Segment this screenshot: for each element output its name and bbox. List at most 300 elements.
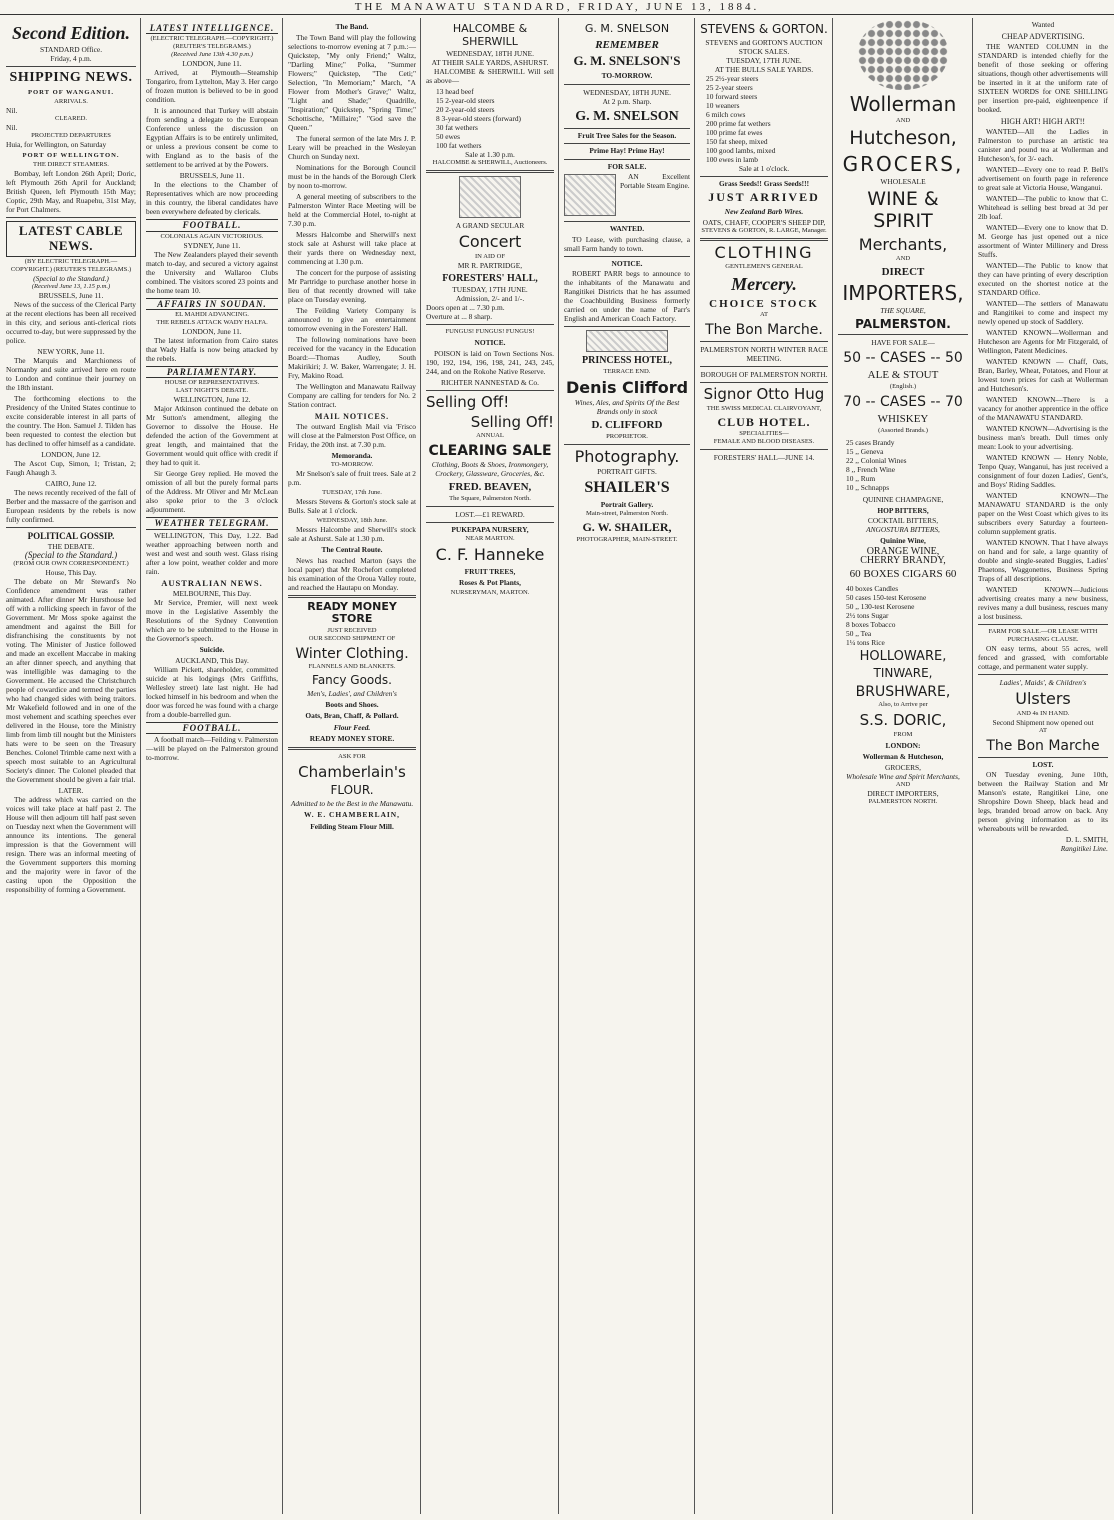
subheading: LATER. [58, 786, 84, 795]
ad-heading: G. M. SNELSON [575, 108, 679, 124]
ad-line: OATS, CHAFF, COOPER'S SHEEP DIP, [702, 217, 826, 227]
ad-heading: SHAILER'S [584, 479, 670, 497]
paragraph: The Marquis and Marchioness of Normanby and suite arrived here en route to London and continue their journey on the 18th instant. [6, 355, 136, 392]
text-line: Nil. [6, 105, 18, 115]
ad-line: NEAR MARTON. [465, 535, 515, 543]
dateline: TO-MORROW. [330, 461, 374, 469]
column-3 [284, 18, 420, 1514]
ad-line: PORTRAIT GIFTS. [597, 467, 657, 477]
ad-heading: READY MONEY STORE. [309, 734, 395, 744]
paragraph: Mr Service, Premier, will next week move in the Legislative Assembly the Resolutions of the Sydney Convention which are to be submitted to the House in the Governor's speech. [146, 598, 278, 644]
divider [6, 527, 136, 528]
paragraph: A general meeting of subscribers to the Palmerston Winter Race Meeting will be held at the Commercial Hotel, to-night at 7.30 p.m. [288, 191, 416, 228]
byline: (Special to the Standard.) [24, 550, 118, 560]
text-line: Nil. [6, 122, 18, 132]
ad-heading: D. CLIFFORD [591, 419, 663, 432]
section-heading: The Band. [335, 22, 369, 31]
dateline: WELLINGTON, June 12. [173, 395, 251, 405]
divider [700, 238, 828, 241]
ad-line: PHOTOGRAPHER, MAIN-STREET. [576, 536, 678, 544]
paragraph: WANTED—Every one to read P. Bell's advertisement on fourth page in reference to great sale at Victoria House, Wanganui. [978, 165, 1108, 193]
ad-line: ORANGE WINE, [866, 545, 940, 557]
ad-heading: Flour Feed. [333, 722, 371, 732]
paragraph: The outward English Mail via 'Frisco will close at the Palmerston Post Office, on Friday, the 20th inst. at 7.30 p.m. [288, 421, 416, 449]
paragraph: Bombay, left London 26th April; Doric, left Plymouth 26th April for Auckland; British Queen, left Plymouth 15th May; Coptic, 29th May, and Ruapehu, 31st May, for Port Chalmers. [6, 168, 136, 214]
ad-heading: Mercery. [731, 274, 797, 295]
subheading: LAST NIGHT'S DEBATE. [176, 387, 248, 395]
ad-heading: REMEMBER [595, 38, 659, 51]
ad-heading: 50 -- CASES -- 50 [843, 350, 963, 367]
section-heading: POLITICAL GOSSIP. [27, 530, 115, 541]
section-heading: CHEAP ADVERTISING. [1001, 32, 1085, 41]
divider [978, 674, 1108, 675]
ad-heading: Photography. [574, 446, 680, 466]
divider [978, 757, 1108, 758]
divider [700, 382, 828, 383]
ad-heading: G. W. SHAILER, [582, 520, 672, 535]
ad-line: TUESDAY, 17TH JUNE. [452, 285, 528, 295]
column-rule [140, 18, 141, 1514]
ad-line: AT THEIR SALE YARDS, ASHURST. [431, 58, 549, 68]
ad-heading: CLEARING SALE [428, 443, 552, 460]
ad-heading: PALMERSTON. [855, 316, 951, 331]
ad-line: AT THE BULLS SALE YARDS. [714, 64, 814, 74]
paragraph: The concert for the purpose of assisting Mr Partridge to purchase another horse in lieu of that recently drowned will take place on Tuesday evening. [288, 267, 416, 304]
concert-illustration [459, 176, 521, 218]
ad-heading: Feilding Steam Flour Mill. [310, 821, 394, 831]
paragraph: WANTED KNOWN—There is a vacancy for another apprentice in the office of the MANAWATU STANDARD. [978, 395, 1108, 423]
signature-line: D. L. SMITH, [1065, 835, 1108, 845]
paragraph: WANTED—The Public to know that they can have printing of every description executed on the shortest notice at the STANDARD Office. [978, 261, 1108, 298]
ad-line: AND 4s IN HAND. [1016, 709, 1070, 717]
dateline: BRUSSELS, June 11. [179, 171, 245, 181]
ad-heading: S.S. DORIC, [859, 711, 947, 730]
ad-line: (English.) [889, 383, 917, 391]
ad-heading: PRINCESS HOTEL, [581, 355, 673, 367]
ad-line: CHERRY BRANDY, [860, 554, 946, 566]
section-heading: FOOTBALL. [146, 219, 278, 231]
subheading: HOUSE OF REPRESENTATIVES. [164, 379, 260, 387]
column-rule [282, 18, 283, 1514]
divider [564, 221, 690, 222]
ad-line: IN AID OF [474, 252, 506, 260]
ad-line: Sale at 1 o'clock. [738, 163, 790, 173]
ad-line: A GRAND SECULAR [455, 221, 525, 231]
ad-line: The Square, Palmerston North. [449, 494, 531, 502]
ad-heading: 70 -- CASES -- 70 [843, 394, 963, 411]
paragraph: In the elections to the Chamber of Representatives which are now proceeding in this country, the liberal candidates have been everywhere defeated by clericals. [146, 180, 278, 217]
ad-line: PALMERSTON NORTH. [868, 797, 938, 805]
ad-heading: The Bon Marche. [705, 322, 823, 339]
ad-line: At 2 p.m. Sharp. [602, 96, 652, 106]
ad-line: GROCERS, [885, 762, 921, 772]
signature-line: Rangitikei Line. [1060, 844, 1108, 854]
dateline: TUESDAY, 17th June. [322, 489, 382, 497]
ad-heading: CLUB HOTEL. [717, 414, 811, 429]
divider [700, 366, 828, 367]
ad-line: WEDNESDAY, 18TH JUNE. [446, 49, 534, 59]
paragraph: Arrived, at Plymouth—Steamship Tongariro, from Lyttelton, May 3. Her cargo of frozen mutton is believed to be in good condition. [146, 68, 278, 105]
ad-heading: Fancy Goods. [312, 673, 392, 688]
ad-heading: Fruit Tree Sales for the Season. [577, 130, 677, 140]
ad-heading: Quinine Wine, [880, 536, 926, 546]
divider [978, 624, 1108, 625]
ad-heading: DIRECT [881, 265, 925, 278]
subheading: COLONIALS AGAIN VICTORIOUS. [160, 232, 264, 240]
ad-heading: Roses & Pot Plants, [459, 578, 521, 588]
ad-heading: Merchants, [858, 234, 948, 254]
ad-line: Second Shipment now opened out [992, 717, 1094, 727]
ad-line: BOROUGH OF PALMERSTON NORTH. [700, 370, 828, 380]
paragraph: It is announced that Turkey will abstain from sending a delegate to the European Conference unless the discussion on Egyptian Affairs is to be entirely unlimited, or unless a previous consent be come to with England as to the basis of the settlement to be arrived at by the Powers. [146, 106, 278, 170]
column-7 [834, 18, 972, 1514]
section-heading: PARLIAMENTARY. [146, 366, 278, 378]
ad-heading: Boots and Shoes. [325, 699, 379, 709]
ad-heading: Denis Clifford [565, 377, 689, 397]
ad-heading: Signor Otto Hug [703, 385, 825, 404]
subheading: EL MAHDI ADVANCING. [175, 311, 249, 319]
subheading: CLEARED. [54, 114, 88, 122]
dateline: CAIRO, June 12. [45, 478, 97, 488]
paragraph: The following nominations have been received for the vacancy in the Education Board:—Thomas Audley, South Makirikiri; J. W. Baker, Warrengate; J. H. Fry, Makino Road. [288, 334, 416, 380]
paragraph: Messrs Halcombe and Sherwill's stock sale at Ashurst. Sale at 1.30 p.m. [288, 525, 416, 544]
ad-line: Admission, 2/- and 1/-. [455, 294, 525, 304]
byline: (Received June 13, 1.15 p.m.) [31, 282, 111, 290]
ad-heading: LONDON: [885, 740, 921, 750]
divider [564, 128, 690, 129]
ad-heading: Concert [458, 232, 522, 252]
ad-line: AND [895, 254, 911, 262]
paragraph: WANTED KNOWN — Henry Noble, Tenpo Quay, Wanganui, has just received a consignment of four dozen Ladies', Gent's, and Boys' Riding Saddles. [978, 453, 1108, 490]
subheading: ARRIVALS. [54, 97, 88, 105]
paragraph: THE WANTED COLUMN in the STANDARD is intended chiefly for the benefit of those seeking or offering situations, though other advertisements will be inserted in it at the uniform rate of SIXTEEN WORDS for ONE SHILLING per insertion pre-paid, eighteenpence if booked. [978, 42, 1108, 115]
ad-heading: FORESTERS' HALL, [442, 272, 538, 284]
paragraph: POISON is laid on Town Sections Nos. 190, 192, 194, 196, 198, 241, 243, 245, 244, and on the Rokohe Native Reserve. [426, 348, 554, 376]
byline: (Received June 13th 4.30 p.m.) [171, 51, 253, 59]
ad-heading: JUST ARRIVED [708, 190, 820, 205]
ad-heading: ALE & STOUT [867, 369, 939, 382]
paragraph: WANTED—The settlers of Manawatu and Rangitikei to come and inspect my newly opened up stock of Saddlery. [978, 299, 1108, 327]
ad-line: GENTLEMEN'S GENERAL [725, 263, 803, 271]
dateline: LONDON, June 11. [182, 327, 242, 337]
ad-line: THE SQUARE, [880, 305, 926, 315]
ad-heading: C. F. Hanneke [435, 545, 545, 565]
ad-heading: Selling Off! [426, 392, 510, 411]
ad-line: OUR SECOND SHIPMENT OF [308, 635, 396, 643]
ad-heading: HOP BITTERS, [877, 505, 929, 515]
subheading: THE REBELS ATTACK WADY HALFA. [156, 319, 268, 327]
ad-line: (Assorted Brands.) [878, 426, 928, 434]
section-heading: Suicide. [199, 645, 225, 655]
section-heading: HIGH ART! HIGH ART!! [1000, 117, 1086, 127]
ad-heading: Ulsters [1015, 689, 1071, 709]
section-heading: The Central Route. [321, 545, 383, 555]
ad-line: Wholesale Wine and Spirit Merchants, [846, 771, 960, 781]
ad-heading: Prime Hay! Prime Hay! [589, 146, 665, 156]
ad-line: AND [895, 780, 911, 788]
ad-line: PROPRIETOR. [606, 432, 648, 440]
ad-line: Also, to Arrive per [878, 701, 928, 709]
column-1 [2, 18, 140, 1514]
column-5 [560, 18, 694, 1514]
ad-line: ASK FOR [338, 752, 366, 760]
byline: (FROM OUR OWN CORRESPONDENT.) [13, 560, 129, 567]
paragraph: The New Zealanders played their seventh match to-day, and secured a victory against the University and Wallaroo Clubs combined. The visitors scored 23 points and the home team 10. [146, 249, 278, 295]
ad-line: HAVE FOR SALE— [871, 338, 935, 348]
paragraph: Messrs Stevens & Gorton's stock sale at Bulls. Sale at 1 o'clock. [288, 497, 416, 516]
ad-line: NURSERYMAN, MARTON. [450, 588, 530, 596]
section-heading: Memoranda. [331, 450, 373, 460]
ad-line: FUNGUS! FUNGUS! FUNGUS! [445, 328, 535, 336]
ad-line: RICHTER NANNESTAD & Co. [441, 377, 539, 387]
paragraph: The Town Band will play the following selections to-morrow evening at 7 p.m.:—Quickstep, "My only Friend;" Waltz, "Darling Mine;" Polka, "Summer Flowers;" Quickstep, "The Ceti;" Selection, "In Memoriam;" March, "A Flower from Mother's Grave;" Waltz, "Light and Shade;" Quadrille, "Inspiration;" Quickstep, "Spring Time;" Schottische, "Millaire;" "God save the Queen." [288, 32, 416, 132]
engine-illustration [564, 174, 616, 216]
ad-heading: WHISKEY [877, 413, 929, 426]
paragraph: Sir George Grey replied. He moved the omission of all but the purely formal parts of the Address. Mr Oliver and Mr McLean also spoke prior to the 3 o'clock adjournment. [146, 469, 278, 515]
ad-heading: 60 BOXES CIGARS 60 [849, 567, 957, 580]
section-heading: FOOTBALL. [146, 722, 278, 734]
dateline: LONDON, June 12. [41, 449, 101, 459]
dateline: AUCKLAND, This Day. [175, 656, 249, 665]
ad-heading: NOTICE. [474, 338, 506, 348]
paragraph: AN Excellent Portable Steam Engine. [620, 172, 690, 191]
ad-heading: IMPORTERS, [842, 280, 964, 305]
paragraph: WANTED KNOWN—Advertising is the business man's breath. Dull times only mean: Look to your advertising. [978, 424, 1108, 452]
paragraph: WANTED KNOWN—Wollerman and Hutcheson are Agents for Mr Fitzgerald, of Wellington, Patent Medicines. [978, 328, 1108, 356]
paragraph: Major Atkinson continued the debate on Mr Sutton's amendment, alleging the Governor to dissolve the House. He defended the action of the Government at great length, and maintained that the Government would quit office with credit if they had to quit it. [146, 404, 278, 468]
ad-heading: Oats, Bran, Chaff, & Pollard. [305, 711, 399, 721]
ad-heading: Grass Seeds!! Grass Seeds!!! [718, 178, 810, 188]
divider [564, 256, 690, 257]
divider [700, 176, 828, 177]
ad-line: FEMALE AND BLOOD DISEASES. [713, 438, 815, 446]
ad-line: AND [895, 117, 911, 124]
ad-heading: Portrait Gallery. [600, 499, 654, 509]
ad-line: Main-street, Palmerston North. [585, 510, 669, 518]
paragraph: Mr Snelson's sale of fruit trees. Sale at 2 p.m. [288, 469, 416, 488]
ad-line: QUININE CHAMPAGNE, [862, 494, 944, 504]
ad-heading: Winter Clothing. [295, 646, 409, 663]
ad-heading: CHOICE STOCK [709, 297, 819, 310]
ad-line: Sale at 1.30 p.m. [465, 150, 515, 160]
column-rule [832, 18, 833, 1514]
text-line: Huia, for Wellington, on Saturday [6, 139, 107, 149]
divider [426, 170, 554, 173]
dateline: NEW YORK, June 11. [37, 346, 105, 356]
ad-line: HALCOMBE & SHERWILL, Auctioneers. [432, 159, 548, 167]
ad-line: FORESTERS' HALL—JUNE 14. [713, 453, 815, 463]
ad-heading: FRED. BEAVEN, [448, 481, 532, 494]
ad-line: TUESDAY, 17TH JUNE. [726, 55, 802, 65]
stock-list: 40 boxes Candles 50 cases 150-test Kerosene 50 ,, 130-test Kerosene 2½ tons Sugar 8 boxes Tobacco 50 ,, Tea 1¼ tons Rice [846, 583, 927, 647]
ad-heading: G. M. SNELSON'S [573, 53, 681, 69]
ad-line: Men's, Ladies', and Children's [307, 688, 397, 698]
dateline: BRUSSELS, June 11. [38, 290, 104, 300]
ad-line: FLANNELS AND BLANKETS. [308, 663, 396, 671]
divider [564, 326, 690, 327]
divider [700, 341, 828, 342]
section-heading: LATEST INTELLIGENCE. [146, 23, 278, 34]
ad-heading: STEVENS & GORTON. [700, 22, 828, 36]
paragraph: The news recently received of the fall of Berber and the massacre of the garrison and European residents by the rebels is now fully confirmed. [6, 487, 136, 524]
ad-line: COCKTAIL BITTERS, [867, 516, 939, 526]
divider [426, 522, 554, 523]
edition-heading: Second Edition. [11, 23, 131, 43]
ad-heading: HOLLOWARE, [859, 648, 947, 664]
paragraph: HALCOMBE & SHERWILL Will sell as above— [426, 67, 554, 86]
paragraph: TO Lease, with purchasing clause, a small Farm handy to town. [564, 234, 690, 253]
masthead: THE MANAWATU STANDARD, FRIDAY, JUNE 13, 1884. [0, 0, 1114, 15]
paragraph: The address which was carried on the voices will take place at half past 2. The House will then adjourn till half past seven on Tuesday next when the Government will announce its intentions. The general impression is that the Government will resign. There was an informal meeting of the Government supporters this morning and the majority were in favor of the casting upon the Opposition the responsibility of forming a Government. [6, 795, 136, 894]
ad-line: Wines, Ales, and Spirits Of the Best Brands only in stock [574, 398, 680, 417]
paragraph: The Ascot Cup, Simon, 1; Tristan, 2; Faugh Ahaugh 3. [6, 458, 136, 477]
ad-heading: Hutcheson, [849, 127, 957, 149]
paragraph: The debate on Mr Steward's No Confidence amendment was rather animated. After dinner Mr Hursthouse led off with a rollicking speech in favor of the Government. Mr Moss spoke against the amendment and against the Bill for disfranchising the constituents by not voting. The Minister of Justice followed and made an excellent Maccabe in making an after dinner speech, and anything that was intelligible was damaging to the Government. He accused the Christchurch people of cowardice and termed the parties who had changed sides with being traitors. Mr Wakefield followed and in one of the most vehement and scathing speeches ever delivered in the House, tore the Ministry limb from limb till nought but the Ministers hats were to be seen on the Treasury Benches. Colonel Trimble came next with a speech most suitable to an Agricultural Society's dinner. The Colonel pleaded that the Government should be given a fair trial. [6, 577, 136, 784]
divider [700, 449, 828, 450]
ad-heading: TINWARE, [873, 666, 933, 681]
ad-heading: FLOUR. [330, 783, 374, 798]
ad-heading: Chamberlain's [298, 762, 406, 781]
ad-heading: CLOTHING [714, 242, 814, 262]
dateline: SYDNEY, June 11. [183, 240, 241, 250]
ad-line: Ladies', Maids', & Children's [999, 678, 1087, 688]
paragraph: WANTED—The public to know that C. Whitehead is selling best bread at 3d per 2lb loaf. [978, 194, 1108, 222]
subheading: PROJECTED DEPARTURES [31, 131, 111, 139]
ad-line: THE SWISS MEDICAL CLAIRVOYANT, [706, 404, 822, 412]
ad-heading: BRUSHWARE, [855, 684, 951, 701]
ad-line: JUST RECEIVED [327, 627, 377, 635]
paragraph: WANTED—Every one to know that D. M. George has just opened out a nice assortment of Winter Millinery and Dress Stuffs. [978, 223, 1108, 260]
ad-heading: WANTED. [609, 224, 645, 234]
divider [426, 390, 554, 391]
column-rule [420, 18, 421, 1514]
divider [426, 324, 554, 325]
ad-heading: Wollerman [849, 92, 957, 116]
section-heading: AUSTRALIAN NEWS. [161, 577, 263, 588]
ad-heading: Wollerman & Hutcheson, [862, 752, 944, 762]
paragraph: The Wellington and Manawatu Railway Company are calling for tenders for No. 2 Station contract. [288, 381, 416, 409]
paragraph: Nominations for the Borough Council must be in the hands of the Borough Clerk by noon to-morrow. [288, 162, 416, 190]
ad-heading: LOST. [1032, 759, 1054, 769]
ad-heading: PUKEPAPA NURSERY, [451, 524, 529, 534]
paragraph: WANTED—All the Ladies in Palmerston to purchase an artistic tea canister and pound tea at Wollerman and Hutcheson's, for 3/- each. [978, 127, 1108, 164]
paragraph: ON Tuesday evening, June 10th, between the Railway Station and Mr Manson's estate, Rangitikei Line, one Shropshire Down Sheep, black head and legs, branded broad arrow on back. Any person giving information as to its whereabouts will be rewarded. [978, 770, 1108, 834]
paragraph: The latest information from Cairo states that Wady Halfa is now being attacked by the rebels. [146, 336, 278, 364]
dateline: House, This Day. [45, 568, 97, 577]
ad-heading: Selling Off! [470, 412, 554, 431]
stock-list: 25 2½-year steers 25 2-year steers 10 forward steers 10 weaners 6 milch cows 200 prime fat wethers 100 prime fat ewes 150 fat sheep, mixed 100 good lambs, mixed 100 ewes in lamb [706, 73, 776, 164]
paragraph: A football match—Feilding v. Palmerston—will be played on the Palmerston ground to-morrow. [146, 735, 278, 763]
subheading: THE DIRECT STEAMERS. [33, 160, 109, 168]
grapes-illustration [858, 20, 948, 90]
office-line: STANDARD Office. [39, 44, 103, 54]
ad-line: PALMERSTON NORTH WINTER RACE MEETING. [700, 345, 828, 364]
paragraph: Messrs Halcombe and Sherwill's next stock sale at Ashurst will take place at their yards there on Wednesday next, commencing at 1.30 p.m. [288, 229, 416, 266]
ad-line: ANGOSTURA BITTERS, [866, 525, 940, 535]
divider [564, 159, 690, 160]
stock-list: 25 cases Brandy 15 ,, Geneva 22 ,, Colonial Wines 8 ,, French Wine 10 ,, Rum 10 ,, Schnapps [846, 437, 907, 492]
ad-heading: GROCERS, [842, 151, 964, 176]
section-heading: AFFAIRS IN SOUDAN. [146, 298, 278, 310]
column-6 [696, 18, 832, 1514]
hotel-ornament [586, 330, 668, 352]
paragraph: News of the success of the Clerical Party at the recent elections has been all received in this city, and serious anti-clerical riots occurred to-day, but were suppressed by the police. [6, 299, 136, 345]
divider [564, 143, 690, 144]
byline: (ELECTRIC TELEGRAPH.—COPYRIGHT.) (REUTER'S TELEGRAMS.) [150, 35, 274, 51]
ad-line: MR R. PARTRIDGE, [457, 260, 523, 270]
cable-heading: LATEST CABLE NEWS. [6, 221, 136, 257]
column-rule [558, 18, 559, 1514]
column-8 [974, 18, 1112, 1514]
section-heading: MAIL NOTICES. [314, 411, 390, 421]
paragraph: WANTED KNOWN—The MANAWATU STANDARD is the only paper on the West Coast which gives to its subscribers every Saturday a fourteen-column supplement gratis. [978, 491, 1108, 537]
ad-line: LOST.—£1 REWARD. [455, 509, 525, 519]
ad-heading: The Bon Marche [986, 737, 1100, 754]
subheading: THE DEBATE. [47, 542, 95, 551]
divider [564, 84, 690, 85]
section-heading: WEATHER TELEGRAM. [146, 517, 278, 529]
paragraph: William Pickett, shareholder, committed suicide at his lodgings (Mrs Griffiths, Wellesley street) late last night. He had locked himself in his bedroom and when the door was forced he was found with a charge from a double-barrelled gun. [146, 665, 278, 719]
divider [426, 506, 554, 507]
ad-line: ANNUAL [476, 432, 504, 440]
ad-heading: New Zealand Barb Wires. [724, 207, 804, 217]
byline: (BY ELECTRIC TELEGRAPH.—COPYRIGHT.) (REUTER'S TELEGRAMS.) [10, 257, 132, 273]
ad-line: AT [1038, 726, 1048, 734]
column-rule [972, 18, 973, 1514]
divider [564, 444, 690, 445]
ad-line: FROM [893, 730, 913, 738]
ad-line: STEVENS & GORTON, R. LARGE, Manager. [701, 226, 827, 234]
ad-line: Admitted to be the Best in the Manawatu. [290, 799, 414, 809]
ad-line: DIRECT IMPORTERS, [867, 788, 939, 798]
ad-line: Clothing, Boots & Shoes, Ironmongery, Crockery, Glassware, Groceries, &c. [431, 460, 549, 479]
paragraph: The Feilding Variety Company is announced to give an entertainment tomorrow evening in the Foresters' Hall. [288, 305, 416, 333]
byline: (Special to the Standard.) [33, 273, 109, 283]
paragraph: The funeral sermon of the late Mrs J. P. Leary will be preached in the Wesleyan Church on Sunday next. [288, 133, 416, 161]
divider [288, 595, 416, 598]
ad-heading: FRUIT TREES, [464, 566, 516, 576]
ad-heading: W. E. CHAMBERLAIN, [304, 810, 400, 820]
divider [6, 66, 136, 67]
dateline: MELBOURNE, This Day. [172, 589, 252, 599]
ad-line: Doors open at ... 7.30 p.m. [426, 303, 505, 313]
ad-heading: G. M. SNELSON [584, 22, 670, 35]
divider [6, 217, 136, 218]
column-4 [422, 18, 558, 1514]
ad-heading: FOR SALE. [607, 161, 647, 171]
port-heading: PORT OF WANGANUI. [27, 88, 115, 96]
ad-line: WEDNESDAY, 18TH JUNE. [583, 87, 671, 97]
ad-line: AT [759, 311, 769, 319]
ad-line: Overture at ... 8 sharp. [426, 312, 493, 322]
paragraph: WANTED KNOWN—Judicious advertising creates many a new business, revives many a dull business, rescues many a lost business. [978, 585, 1108, 622]
ad-heading: HALCOMBE & SHERWILL [452, 22, 528, 48]
section-heading: Wanted [1031, 20, 1055, 29]
stock-list: 13 head beef 15 2-year-old steers 20 2-year-old steers 8 3-year-old steers (forward) 30 fat wethers 50 ewes 100 fat wethers [436, 87, 522, 151]
port-heading: PORT OF WELLINGTON. [22, 151, 120, 159]
ad-line: FARM FOR SALE.—OR LEASE WITH PURCHASING CLAUSE. [988, 628, 1098, 644]
ad-line: SPECIALITIES— [739, 430, 789, 438]
date-line: Friday, 4 p.m. [50, 53, 92, 63]
ad-heading: TO-MORROW. [601, 71, 653, 81]
column-2 [142, 18, 282, 1514]
paragraph: WANTED KNOWN. That I have always on hand and for sale, a large quantity of double and single-seated Buggies, Ladies' Phaetons, Waggonettes, Business Spring Traps of all descriptions. [978, 538, 1108, 584]
ad-line: WHOLESALE [880, 176, 926, 186]
paragraph: ROBERT PARR begs to announce to the inhabitants of the Manawatu and Rangitikei Districts that he has assumed the Coachbuilding Business formerly carried on under the name of Parr's English and American Coach Factory. [564, 269, 690, 324]
paragraph: ON easy terms, about 55 acres, well fenced and grassed, with comfortable cottage, and permanent water supply. [978, 644, 1108, 672]
ad-line: TERRACE END. [603, 367, 651, 375]
column-rule [694, 18, 695, 1514]
